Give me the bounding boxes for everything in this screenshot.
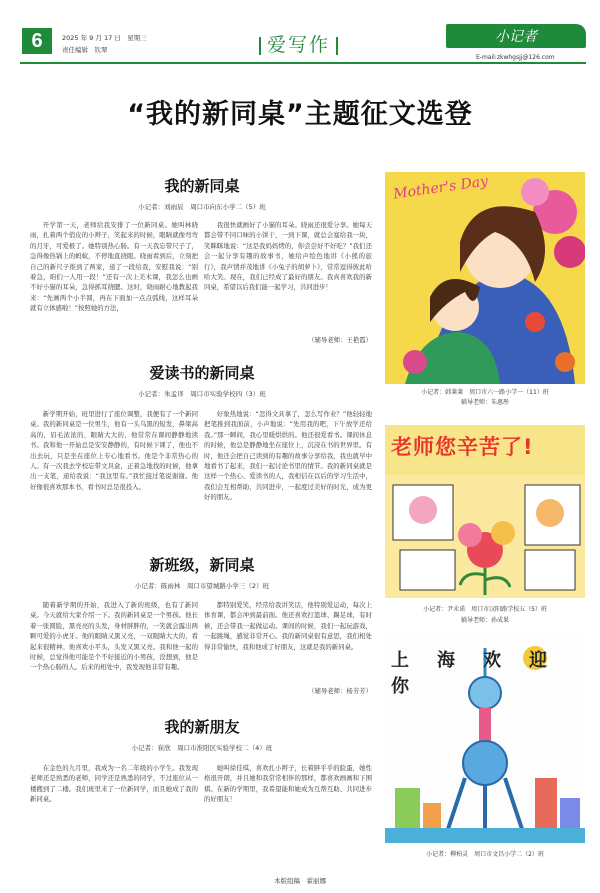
section-title [253, 30, 344, 57]
article-body: 都特别爱笑，经常给我讲笑话，他特别爱运动，每次上体育课，都会冲到最前面。他还喜欢打篮球、踢足球，有时候，还会带我一起做运动。课间的时候，我们一起玩游戏，一起跳绳，感觉非常开心。我的新同桌很有意思，我们相处得非常愉快，我和他成了好朋友，这就是我的新同桌。 [204, 601, 372, 651]
article-title: 爱读书的新同桌 [149, 364, 255, 382]
article-body: 她叫徐佳琪，喜欢扎小辫子，长着胖乎乎的脸蛋，她性格很开朗，并且她和我常常相伴的那样，都喜欢画画和下围棋。在新的学期里，我希望能和她成为互帮互助、共同进步的好朋友！ [204, 764, 372, 804]
page-header [0, 0, 600, 66]
page-headline: “我的新同桌”主题征文选登 [127, 99, 473, 130]
header-divider [20, 62, 586, 64]
image-caption-teacher: 辅导老师：朱惠彤 [460, 399, 509, 406]
shanghai-drawing [385, 638, 585, 843]
drawing-text: 老师您辛苦了! [391, 435, 534, 459]
article-body: 新学期开始，班里进行了座位调整，我便有了一个新同桌。我的新同桌是一位男生，他有一头乌黑的短发，鼻梁高高的，眉毛浓浓的，眼睛大大的，他常常在课间静静地读书。我和他一开始总是安安静静的，有时候下课了，他也不出去玩，只是坐在座位上专心地看书。他是个非常热心的人。有一次我去学校忘带文具盒，正着急地找的时候，他拿出一支笔，递给我说：“我这里有。”我忙接过笔说谢谢。他好像很喜欢那本书，看书时总是很投入。 [30, 410, 198, 491]
image-caption-teacher: 辅导老师：孙成果 [460, 617, 509, 624]
article-body: 我很快就画好了小猫的耳朵。晓雨还很爱分享。她每天都会带不同口味的小饼干，一到下课，就总会塞给我一块，笑眯眯地说：“这是我妈妈烤的，你尝尝好不好吃？”我们还会一起分享有趣的故事书，她给声绘色地讲《小熊的旅行》，我声情并茂地讲《小兔子的胡萝卜》，常常逗得彼此哈哈大笑。现在，我们已经成了最好的朋友。我真喜欢我的新同桌，希望以后我们能一起学习，共同进步！ [204, 221, 372, 292]
page-number: 6 [22, 28, 52, 54]
drawing-text: Mother's Day [392, 173, 490, 203]
section-label: 爱写作 [267, 34, 331, 56]
article-body: 随着新学期的开始，我进入了新的班级，也有了新同桌。今天就给大家介绍一下。我的新同桌是一个男孩。他长着一张圆脸，黑亮亮的头发，身材胖胖的，一笑就会露出两颗可爱的小虎牙。他的眼睛又黑又亮，一双眼睛大大的，看起来很精神。他喜欢小平头，头发又黑又亮。我和他一起的时候，总觉得他可能是个不好接近的小男孩，没想到，他是一个热心肠的人。后来的相处中，我发现他非常有趣。 [30, 601, 198, 672]
mothers-day-drawing [385, 172, 585, 384]
mothers-day-illustration [385, 172, 585, 384]
issue-date: 2025 年 9 月 17 日 星期三 [62, 34, 147, 42]
contact-email: E-mail:zkwhgsjj@126.com [476, 54, 555, 61]
article-title: 新班级，新同桌 [149, 556, 255, 574]
image-caption-author: 小记者：柳柏灵 周口市文昌小学二（2）班 [426, 851, 544, 858]
responsible-editor: 责任编辑 钦翠 [62, 46, 108, 54]
article-body: 在金色的九月里，我成为一名二年级的小学生。我发现老师还是熟悉的老师，同学还是熟悉的同学，不过座位从一楼搬到了二楼。我们班里来了一位新同学，而且她成了我的新同桌。 [30, 764, 198, 804]
article-body: 开学第一天，老师给我安排了一位新同桌。她叫林晓雨，扎着两个俏皮的小辫子，笑起来的时候，眼睛就像弯弯的月牙，可爱极了。她特别热心肠。有一天我忘带尺子了，急得像热锅上的蚂蚁，不停地直挠眼。晓雨看到后，立刻把自己的新尺子推到了两家，递了一段给我，安慰我说：“别着急，咱们一人用一段！”还有一次上美术课，我怎么也画不好小猫的耳朵，急得抓耳挠腮。这时，晓雨耐心地教起我来：“先画两个小半圆，再在下面加一点点弧线，这样耳朵就有立体感啦！”按照她的方法， [30, 221, 198, 313]
article-byline: 小记者：朱孟译 周口市实验学校四（3）班 [138, 390, 266, 398]
article-byline: 小记者：陈雨林 周口市望城路小学三（2）班 [134, 582, 270, 590]
brand-logo: 小记者 [446, 24, 586, 48]
teacher-credit: （辅导老师：王艳霞） [308, 336, 372, 344]
page-footer: 本版组稿 翟丽娜 [274, 877, 326, 885]
article-title: 我的新同桌 [164, 177, 240, 195]
article-body: 好象热地说：“怎得文具拿了，怎么写作业？”他轻轻地把笔推到我面前，小声地说：“先用我的吧，下午放学还给我。”那一瞬间，我心里暖烘烘的。他还很爱看书。课间休息的时候，他总是静静地坐在座位上，沉浸在书的世界里。有时，他还会把自己读到的有趣的故事分享给我，我也就早中地看书了起来，我们一起讨论书里的情节。我的新同桌就是这样一个热心、爱读书的人，我相信在以后的学习生活中，我们会互相帮助，共同进步，一起度过美好的时光，成为更好的朋友。 [204, 410, 372, 502]
article-byline: 小记者：刘雨辰 周口市向东小学二（5）班 [138, 203, 266, 211]
teacher-thanks-drawing [385, 425, 585, 598]
image-caption-author: 小记者：尹禾诺 周口市汉阳路学校五（5）班 [423, 606, 547, 613]
drawing-text: 上海欢迎你 [391, 650, 575, 697]
teacher-credit: （辅导老师：杨芳芳） [308, 687, 372, 695]
article-title: 我的新朋友 [164, 718, 240, 736]
image-caption-author: 小记者：韩莱莱 周口市六一路小学一（11）班 [421, 389, 549, 396]
article-byline: 小记者：崔欣 周口市淮阳区实验学校二（4）班 [131, 744, 273, 752]
